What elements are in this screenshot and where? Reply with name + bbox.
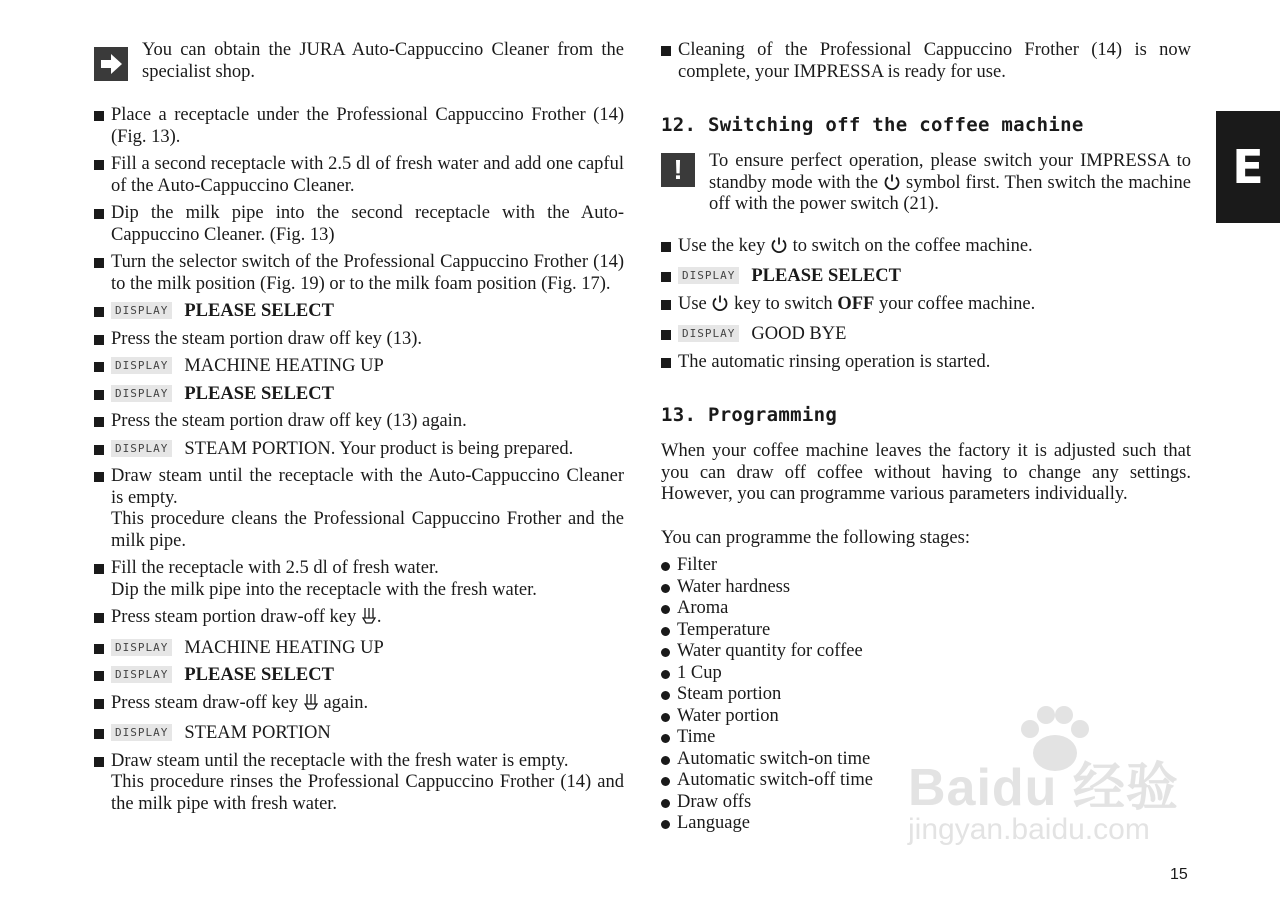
list-item bbox=[94, 665, 624, 687]
square-bullet-icon bbox=[94, 445, 104, 455]
stage-label: Aroma bbox=[677, 598, 729, 618]
list-item-text bbox=[111, 203, 624, 246]
list-item-text bbox=[678, 266, 1191, 288]
square-bullet-icon bbox=[94, 362, 104, 372]
left-steps-list bbox=[94, 105, 624, 815]
square-bullet-icon bbox=[94, 417, 104, 427]
round-bullet-icon bbox=[661, 562, 670, 571]
display-message: STEAM PORTION bbox=[184, 723, 331, 743]
step-text: Draw steam until the receptacle with the fresh water is empty. bbox=[111, 750, 569, 771]
list-item bbox=[94, 105, 624, 148]
step-text: Place a receptacle under the Professional Cappuccino Frother (14) (Fig. 13). bbox=[111, 105, 624, 147]
step-text: key to switch bbox=[734, 293, 833, 314]
display-indicator: DISPLAY bbox=[111, 639, 172, 656]
square-bullet-icon bbox=[661, 300, 671, 310]
stage-label: Language bbox=[677, 813, 750, 833]
list-item-text bbox=[111, 665, 624, 687]
square-bullet-icon bbox=[94, 644, 104, 654]
info-note-text: You can obtain the JURA Auto-Cappuccino Cleaner from the specialist shop. bbox=[142, 40, 624, 82]
round-bullet-icon bbox=[661, 670, 670, 679]
round-bullet-icon bbox=[661, 691, 670, 700]
stage-item bbox=[661, 577, 1191, 599]
left-column bbox=[94, 40, 624, 821]
list-item bbox=[661, 236, 1191, 261]
display-indicator: DISPLAY bbox=[111, 302, 172, 319]
list-item-text bbox=[111, 638, 624, 660]
list-item-text bbox=[111, 301, 624, 323]
watermark-brand: Baidu 经验 bbox=[908, 759, 1179, 817]
list-item-text bbox=[111, 558, 624, 601]
stage-item bbox=[661, 641, 1191, 663]
round-bullet-icon bbox=[661, 734, 670, 743]
round-bullet-icon bbox=[661, 756, 670, 765]
page-number: 15 bbox=[1170, 866, 1188, 883]
round-bullet-icon bbox=[661, 713, 670, 722]
section-heading-switching-off: 12. Switching off the coffee machine bbox=[661, 114, 1084, 136]
display-indicator: DISPLAY bbox=[111, 440, 172, 457]
display-indicator: DISPLAY bbox=[678, 325, 739, 342]
display-message: PLEASE SELECT bbox=[184, 383, 334, 404]
stages-intro: You can programme the following stages: bbox=[661, 527, 970, 548]
square-bullet-icon bbox=[94, 209, 104, 219]
exclamation-icon: ! bbox=[661, 153, 695, 187]
stage-label: Water portion bbox=[677, 705, 779, 726]
step-text: to switch on the coffee machine. bbox=[792, 235, 1033, 256]
list-item-text bbox=[111, 329, 624, 351]
step-text: Draw steam until the receptacle with the Auto-Cappuccino Cleaner is empty. bbox=[111, 466, 624, 508]
stage-label: Time bbox=[677, 727, 716, 747]
step-text: . bbox=[376, 607, 382, 627]
list-item-text bbox=[111, 466, 624, 552]
list-item-text bbox=[111, 607, 624, 632]
stage-label: Automatic switch-on time bbox=[677, 748, 871, 769]
step-text: Use the key bbox=[678, 235, 766, 256]
display-message: MACHINE HEATING UP bbox=[184, 356, 384, 376]
switch-off-steps-list bbox=[661, 236, 1191, 374]
square-bullet-icon bbox=[94, 472, 104, 482]
list-item bbox=[94, 411, 624, 433]
square-bullet-icon bbox=[94, 613, 104, 623]
round-bullet-icon bbox=[661, 627, 670, 636]
list-item bbox=[94, 356, 624, 378]
list-item bbox=[94, 558, 624, 601]
list-item-text bbox=[111, 751, 624, 816]
language-tab: E bbox=[1216, 111, 1280, 223]
step-note: Dip the milk pipe into the receptacle with the fresh water. bbox=[111, 579, 537, 600]
list-item-text bbox=[111, 154, 624, 197]
list-item-text: Cleaning of the Professional Cappuccino Frother (14) is now complete, your IMPRESSA is ready for use. bbox=[678, 40, 1191, 82]
steam-key-icon bbox=[361, 607, 377, 632]
list-item bbox=[94, 693, 624, 718]
step-text: Press the steam portion draw off key (13). bbox=[111, 328, 423, 349]
arrow-right-icon bbox=[94, 47, 128, 81]
stage-item bbox=[661, 555, 1191, 577]
power-icon bbox=[711, 294, 729, 319]
stage-item bbox=[661, 598, 1191, 620]
stage-item bbox=[661, 684, 1191, 706]
step-text: Press steam draw-off key bbox=[111, 692, 299, 713]
warning-note-text: To ensure perfect operation, please switch your IMPRESSA to standby mode with the symbol first. Then switch the machine off with the power switch (21). bbox=[709, 151, 1191, 214]
square-bullet-icon bbox=[661, 46, 671, 56]
list-item-text bbox=[111, 105, 624, 148]
square-bullet-icon bbox=[94, 335, 104, 345]
watermark bbox=[908, 705, 1208, 855]
square-bullet-icon bbox=[94, 111, 104, 121]
step-text: Dip the milk pipe into the second receptacle with the Auto-Cappuccino Cleaner. (Fig. 13) bbox=[111, 203, 624, 245]
step-text: Use bbox=[678, 293, 707, 314]
display-indicator: DISPLAY bbox=[111, 724, 172, 741]
round-bullet-icon bbox=[661, 648, 670, 657]
step-text: The automatic rinsing operation is started. bbox=[678, 351, 991, 372]
round-bullet-icon bbox=[661, 584, 670, 593]
square-bullet-icon bbox=[94, 671, 104, 681]
display-message: PLEASE SELECT bbox=[184, 301, 334, 321]
stage-label: Temperature bbox=[677, 619, 771, 640]
list-item bbox=[661, 266, 1191, 288]
step-text: your coffee machine. bbox=[878, 293, 1036, 314]
list-item bbox=[94, 638, 624, 660]
display-indicator: DISPLAY bbox=[678, 267, 739, 284]
square-bullet-icon bbox=[661, 242, 671, 252]
list-item bbox=[94, 439, 624, 461]
round-bullet-icon bbox=[661, 777, 670, 786]
round-bullet-icon bbox=[661, 605, 670, 614]
warning-note bbox=[661, 151, 1191, 216]
square-bullet-icon bbox=[94, 307, 104, 317]
list-item-text bbox=[111, 384, 624, 406]
square-bullet-icon bbox=[94, 564, 104, 574]
steam-key-icon bbox=[303, 693, 319, 718]
info-note bbox=[94, 40, 624, 83]
display-indicator: DISPLAY bbox=[111, 357, 172, 374]
list-item bbox=[94, 329, 624, 351]
stage-label: Water quantity for coffee bbox=[677, 641, 863, 661]
list-item bbox=[661, 294, 1191, 319]
list-item bbox=[94, 751, 624, 816]
list-item-text bbox=[111, 356, 624, 378]
step-text: Fill the receptacle with 2.5 dl of fresh water. bbox=[111, 558, 439, 578]
list-item-text bbox=[678, 294, 1191, 319]
power-icon bbox=[883, 173, 901, 191]
list-item bbox=[661, 324, 1191, 346]
display-message: PLEASE SELECT bbox=[751, 266, 901, 286]
list-item-text bbox=[678, 324, 1191, 346]
step-text: Press the steam portion draw off key (13) again. bbox=[111, 411, 467, 431]
display-message: GOOD BYE bbox=[751, 324, 847, 344]
step-note: This procedure cleans the Professional Cappuccino Frother and the milk pipe. bbox=[111, 509, 624, 551]
step-text: Turn the selector switch of the Professional Cappuccino Frother (14) to the milk position (Fig. 19) or to the milk foam position (Fig. 17). bbox=[111, 252, 624, 294]
list-item bbox=[94, 154, 624, 197]
list-item-text bbox=[111, 693, 624, 718]
square-bullet-icon bbox=[661, 330, 671, 340]
square-bullet-icon bbox=[94, 258, 104, 268]
stage-label: Draw offs bbox=[677, 791, 752, 812]
stage-item bbox=[661, 663, 1191, 685]
stage-label: Steam portion bbox=[677, 684, 782, 704]
programming-intro: When your coffee machine leaves the factory it is adjusted such that you can draw off coffee without having to change any settings. However, you can programme various parameters individually. bbox=[661, 441, 1191, 504]
list-item bbox=[94, 466, 624, 552]
square-bullet-icon bbox=[94, 390, 104, 400]
list-item bbox=[94, 301, 624, 323]
list-item bbox=[94, 384, 624, 406]
list-item-text bbox=[678, 352, 1191, 374]
power-icon bbox=[770, 236, 788, 261]
square-bullet-icon bbox=[94, 757, 104, 767]
display-message: STEAM PORTION. Your product is being prepared. bbox=[184, 438, 574, 459]
round-bullet-icon bbox=[661, 799, 670, 808]
stage-item bbox=[661, 620, 1191, 642]
list-item-text bbox=[111, 439, 624, 461]
list-item bbox=[94, 607, 624, 632]
square-bullet-icon bbox=[94, 729, 104, 739]
stage-label: Water hardness bbox=[677, 576, 791, 597]
step-text: again. bbox=[323, 692, 369, 713]
list-item bbox=[661, 40, 1191, 83]
watermark-site: jingyan.baidu.com bbox=[908, 813, 1150, 846]
square-bullet-icon bbox=[661, 272, 671, 282]
display-indicator: DISPLAY bbox=[111, 385, 172, 402]
square-bullet-icon bbox=[94, 160, 104, 170]
section-heading-programming: 13. Programming bbox=[661, 404, 838, 426]
step-note: This procedure rinses the Professional Cappuccino Frother (14) and the milk pipe with fresh water. bbox=[111, 772, 624, 814]
stage-label: Filter bbox=[677, 555, 718, 575]
square-bullet-icon bbox=[94, 699, 104, 709]
list-item-text bbox=[111, 252, 624, 295]
display-message: MACHINE HEATING UP bbox=[184, 637, 384, 658]
list-item bbox=[94, 252, 624, 295]
list-item bbox=[94, 203, 624, 246]
display-indicator: DISPLAY bbox=[111, 666, 172, 683]
square-bullet-icon bbox=[661, 358, 671, 368]
list-item-text bbox=[111, 723, 624, 745]
list-item bbox=[94, 723, 624, 745]
round-bullet-icon bbox=[661, 820, 670, 829]
stage-label: 1 Cup bbox=[677, 662, 722, 683]
list-item-text bbox=[678, 236, 1191, 261]
list-item-text bbox=[111, 411, 624, 433]
step-emphasis: OFF bbox=[837, 293, 875, 314]
stage-label: Automatic switch-off time bbox=[677, 770, 873, 790]
step-text: Press steam portion draw-off key bbox=[111, 607, 357, 627]
list-item bbox=[661, 352, 1191, 374]
step-text: Fill a second receptacle with 2.5 dl of fresh water and add one capful of the Auto-Cappuccino Cleaner. bbox=[111, 154, 624, 196]
display-message: PLEASE SELECT bbox=[184, 665, 334, 685]
